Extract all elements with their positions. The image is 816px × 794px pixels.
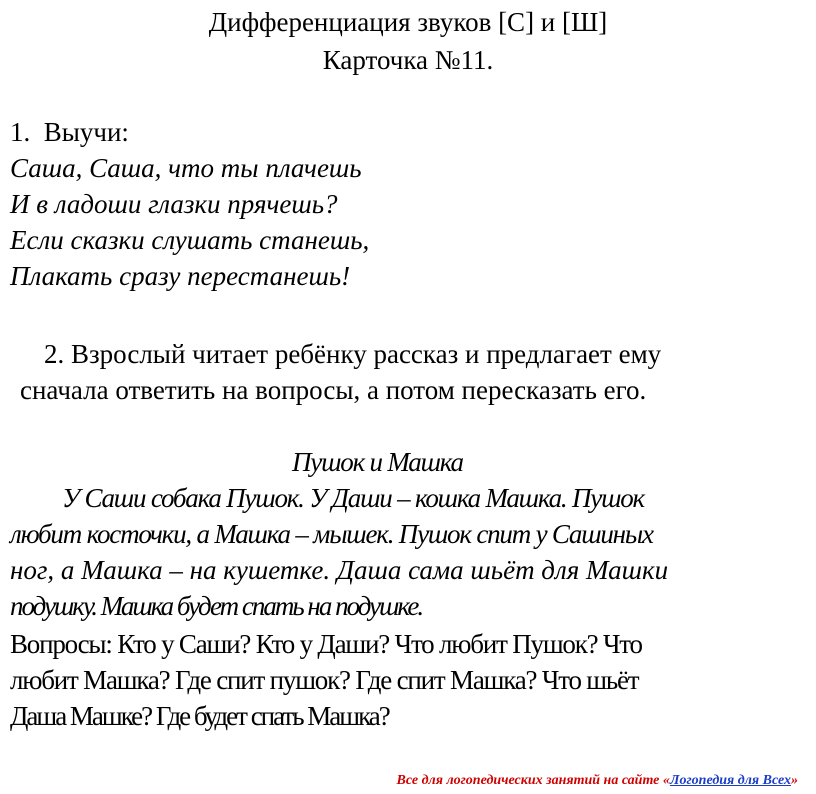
poem-line: Саша, Саша, что ты плачешь: [10, 153, 362, 183]
card-title: Дифференциация звуков [С] и [Ш]: [208, 7, 608, 37]
poem-line: Плакать сразу перестанешь!: [10, 261, 351, 291]
footer-close: »: [791, 773, 798, 788]
story-line: ног, а Машка – на кушетке. Даша сама шьёт для Машки: [10, 555, 669, 585]
task1-heading: 1. Выучи:: [10, 117, 129, 147]
footer-credit: [397, 772, 798, 790]
story-title: Пушок и Машка: [292, 447, 463, 477]
site-link[interactable]: Логопедия для Всех: [669, 773, 791, 788]
task2-instruction: сначала ответить на вопросы, а потом пересказать его.: [20, 375, 647, 405]
card-subtitle: Карточка №11.: [322, 45, 494, 75]
story-line: У Саши собака Пушок. У Даши – кошка Машка. Пушок: [62, 483, 644, 513]
questions-line: Вопросы: Кто у Саши? Кто у Даши? Что любит Пушок? Что: [10, 629, 642, 659]
poem-line: И в ладоши глазки прячешь?: [10, 189, 338, 219]
footer-text: Все для логопедических занятий на сайте «: [396, 773, 670, 788]
task2-instruction: 2. Взрослый читает ребёнку рассказ и предлагает ему: [44, 339, 662, 369]
poem-line: Если сказки слушать станешь,: [10, 225, 370, 255]
questions-line: любит Машка? Где спит пушок? Где спит Машка? Что шьёт: [10, 665, 639, 695]
story-line: любит косточки, а Машка – мышек. Пушок спит у Сашиных: [10, 519, 653, 549]
story-line: подушку. Машка будет спать на подушке.: [10, 591, 423, 621]
questions-line: Даша Машке? Где будет спать Машка?: [10, 701, 389, 731]
